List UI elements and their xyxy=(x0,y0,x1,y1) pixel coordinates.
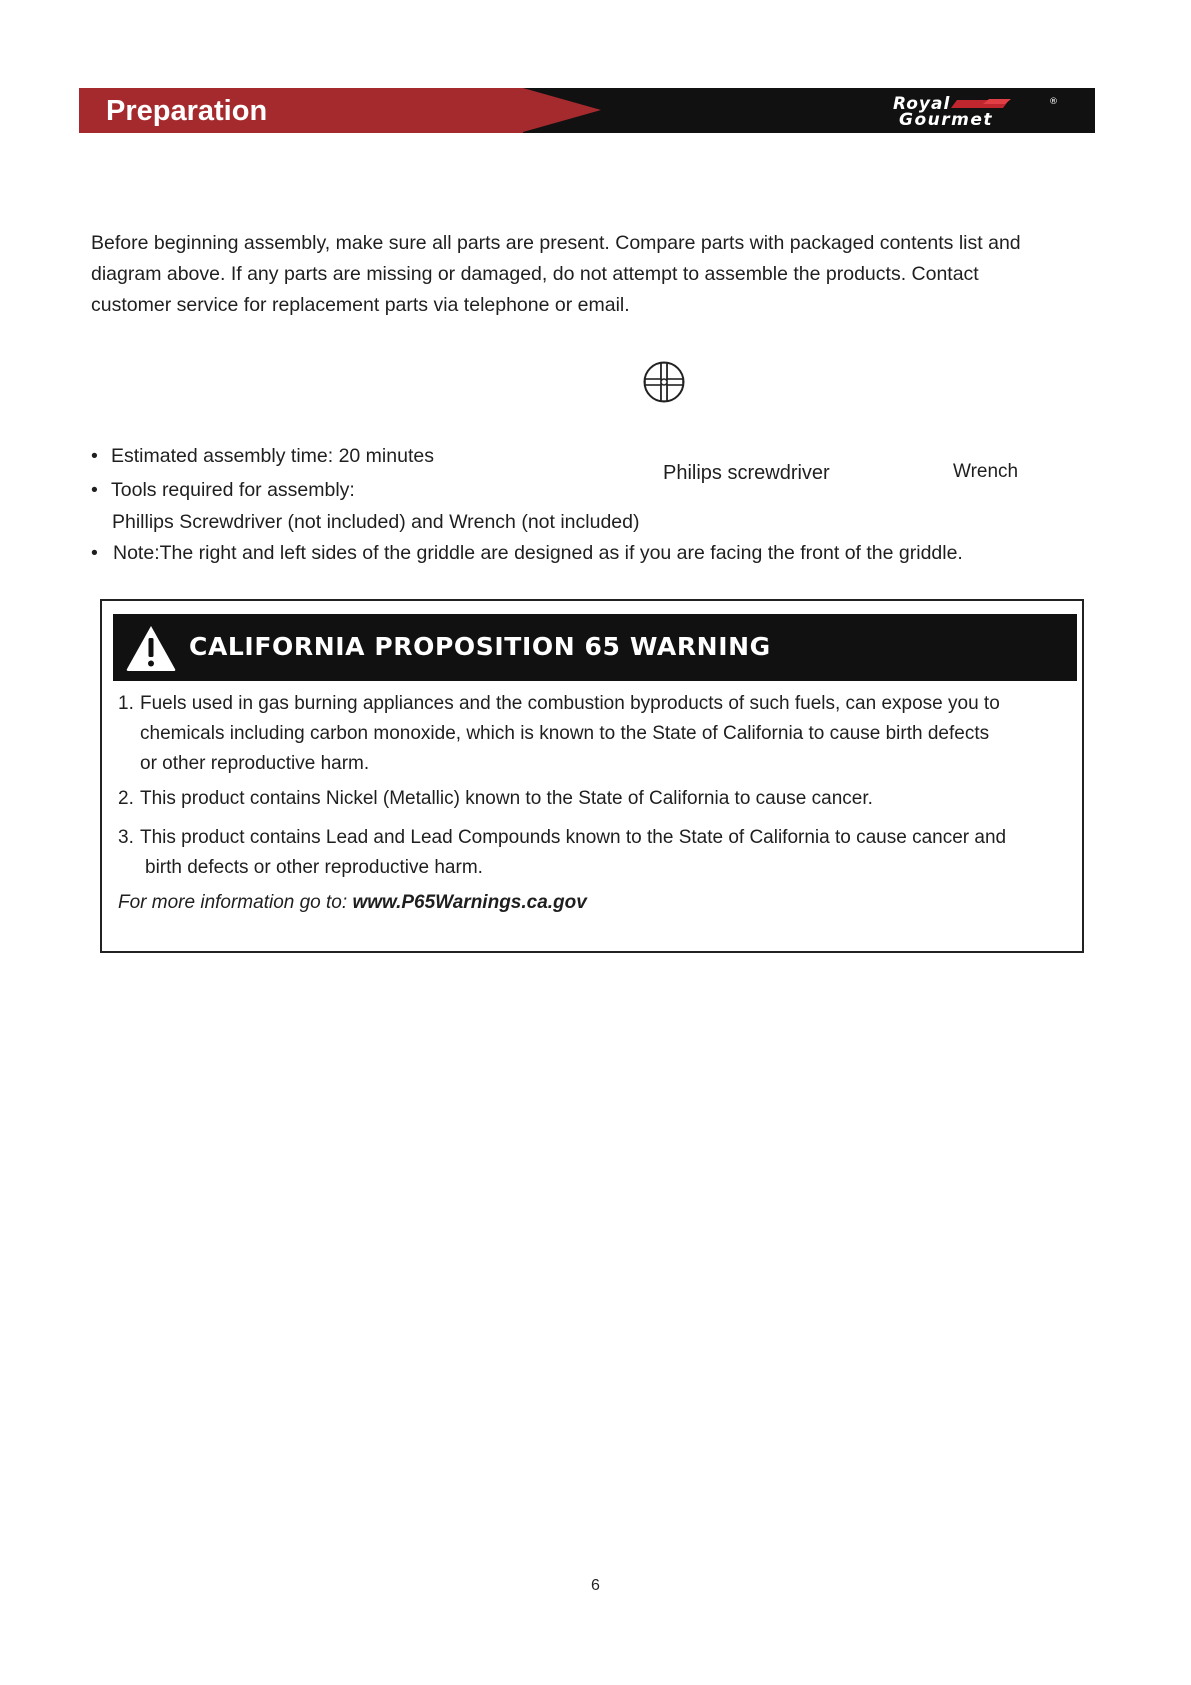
intro-line: diagram above. If any parts are missing or damaged, do not attempt to assemble the products. Contact xyxy=(91,263,979,285)
philips-screwdriver-label: Philips screwdriver xyxy=(663,462,830,484)
assembly-time-text: Estimated assembly time: 20 minutes xyxy=(111,445,434,467)
intro-paragraph xyxy=(91,228,1101,321)
tools-required-text: Tools required for assembly: xyxy=(111,479,355,501)
bullet-dot: • xyxy=(91,479,98,501)
item-number: 1. xyxy=(118,693,134,714)
more-info-line xyxy=(118,892,587,914)
royal-gourmet-logo xyxy=(891,92,1061,130)
warning-item xyxy=(118,823,1078,883)
warning-item xyxy=(118,689,1078,779)
phillips-screwdriver-icon xyxy=(642,360,686,404)
section-header xyxy=(79,88,1095,133)
bullet-note xyxy=(91,541,963,565)
warning-item xyxy=(118,784,1078,814)
warning-header xyxy=(113,614,1077,681)
brand-line2: Gourmet xyxy=(899,110,993,130)
note-text: Note:The right and left sides of the griddle are designed as if you are facing the front of the griddle. xyxy=(113,542,963,564)
item-number: 3. xyxy=(118,827,134,848)
brand-line1: Royal xyxy=(893,94,951,114)
item-line: birth defects or other reproductive harm. xyxy=(145,857,483,878)
header-arrow xyxy=(523,88,601,132)
registered-mark: ® xyxy=(1049,97,1058,107)
warning-title: CALIFORNIA PROPOSITION 65 WARNING xyxy=(189,632,771,661)
item-line: Fuels used in gas burning appliances and the combustion byproducts of such fuels, can expose you to xyxy=(140,693,1000,714)
wrench-label: Wrench xyxy=(953,461,1019,482)
more-info-prefix: For more information go to: xyxy=(118,892,353,913)
page-title: Preparation xyxy=(106,95,268,127)
bullet-tools-required xyxy=(91,478,355,502)
p65-warnings-link[interactable]: www.P65Warnings.ca.gov xyxy=(352,892,587,913)
item-line: chemicals including carbon monoxide, which is known to the State of California to cause birth defects xyxy=(140,723,990,744)
bullet-dot: • xyxy=(91,445,98,467)
bullet-assembly-time xyxy=(91,444,434,468)
bullet-dot: • xyxy=(91,542,98,564)
intro-line: customer service for replacement parts via telephone or email. xyxy=(91,294,630,316)
item-number: 2. xyxy=(118,788,134,809)
tools-list-text: Phillips Screwdriver (not included) and Wrench (not included) xyxy=(112,511,640,533)
page-number: 6 xyxy=(591,1577,600,1594)
item-line: This product contains Lead and Lead Compounds known to the State of California to cause cancer and xyxy=(140,827,1007,848)
item-line: This product contains Nickel (Metallic) known to the State of California to cause cancer. xyxy=(140,788,873,809)
warning-triangle-icon xyxy=(125,624,177,672)
prop65-warning-box xyxy=(100,599,1084,953)
item-line: or other reproductive harm. xyxy=(140,753,370,774)
intro-line: Before beginning assembly, make sure all parts are present. Compare parts with packaged contents list and xyxy=(91,232,1021,254)
